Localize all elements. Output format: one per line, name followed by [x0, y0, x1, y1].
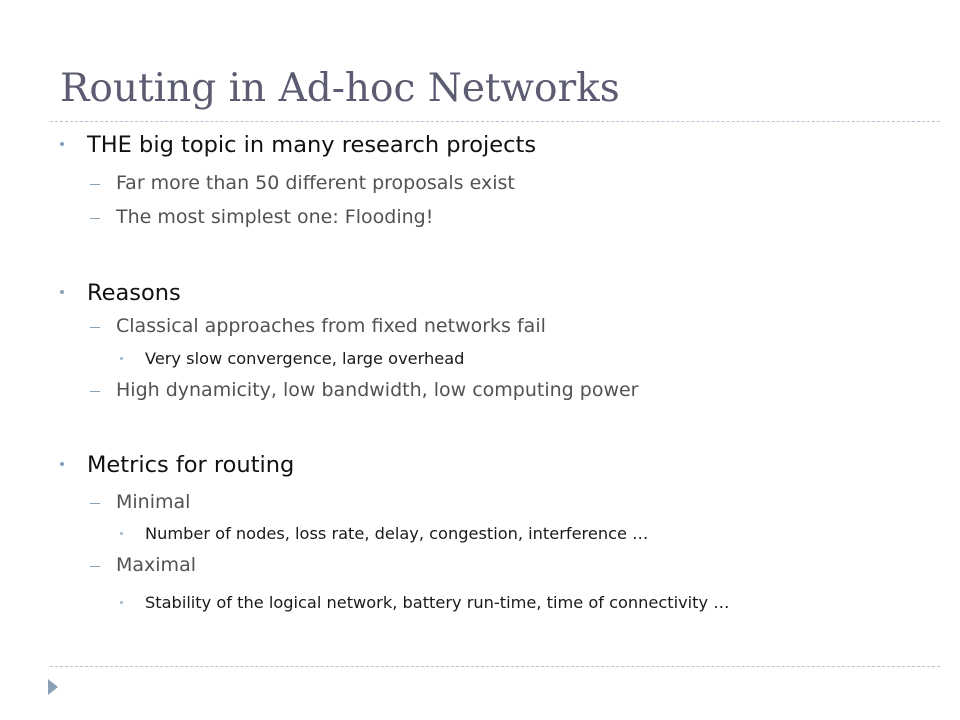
sub-bullet-item [116, 315, 546, 337]
sub-bullet-text: Maximal [116, 554, 196, 576]
bullet-dot-icon [60, 290, 64, 294]
sub-sub-bullet-item [145, 524, 648, 543]
small-dot-icon [120, 357, 123, 360]
sub-sub-bullet-text: Stability of the logical network, battery run-time, time of connectivity … [145, 593, 730, 612]
sub-bullet-text: The most simplest one: Flooding! [116, 206, 434, 228]
dash-icon [90, 503, 100, 504]
sub-bullet-item [116, 491, 190, 513]
sub-bullet-item [116, 172, 515, 194]
sub-bullet-item [116, 554, 196, 576]
sub-bullet-item [116, 206, 433, 228]
bullet-dot-icon [60, 462, 64, 466]
small-dot-icon [120, 532, 123, 535]
sub-bullet-item [116, 379, 638, 401]
sub-bullet-text: Far more than 50 different proposals exist [116, 172, 515, 194]
title-divider [50, 121, 940, 122]
sub-sub-bullet-item [145, 593, 729, 612]
slide-title: Routing in Ad-hoc Networks [60, 66, 620, 111]
bullet-text: Metrics for routing [87, 452, 295, 478]
bullet-item [87, 280, 181, 306]
dash-icon [90, 218, 100, 219]
bullet-text: THE big topic in many research projects [87, 132, 537, 158]
sub-sub-bullet-text: Very slow convergence, large overhead [145, 349, 465, 368]
sub-bullet-text: High dynamicity, low bandwidth, low computing power [116, 379, 639, 401]
dash-icon [90, 184, 100, 185]
dash-icon [90, 391, 100, 392]
footer-divider [50, 666, 940, 667]
sub-sub-bullet-text: Number of nodes, loss rate, delay, congestion, interference … [145, 524, 649, 543]
triangle-arrow-icon [48, 679, 58, 695]
bullet-dot-icon [60, 142, 64, 146]
sub-bullet-text: Classical approaches from fixed networks fail [116, 315, 546, 337]
dash-icon [90, 327, 100, 328]
bullet-text: Reasons [87, 280, 181, 306]
sub-bullet-text: Minimal [116, 491, 191, 513]
dash-icon [90, 566, 100, 567]
small-dot-icon [120, 601, 123, 604]
bullet-item [87, 452, 294, 478]
bullet-item [87, 132, 536, 158]
sub-sub-bullet-item [145, 349, 464, 368]
